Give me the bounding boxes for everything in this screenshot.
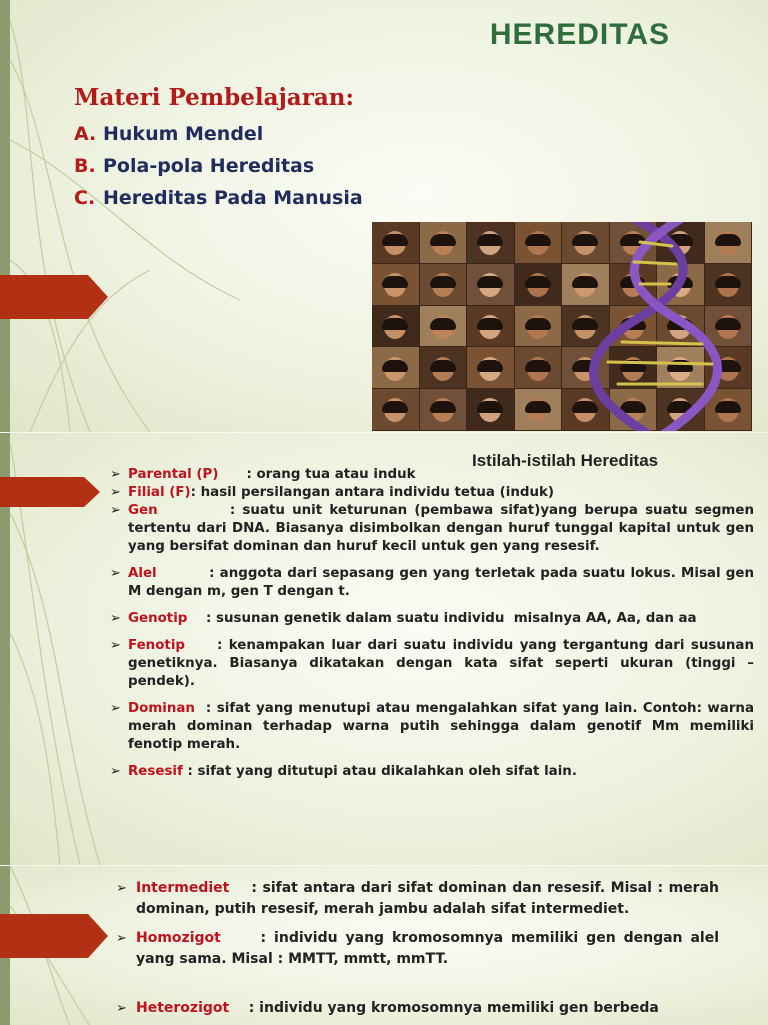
slide-2: [0, 432, 768, 865]
red-tab-marker: [0, 914, 108, 958]
term-item: ➢ Filial (F): hasil persilangan antara individu tetua (induk): [110, 485, 555, 500]
bullet-arrow-icon: ➢: [110, 701, 121, 716]
term-item: ➢ Parental (P) : orang tua atau induk: [110, 467, 416, 482]
materi-list: [74, 118, 363, 214]
bullet-arrow-icon: ➢: [110, 503, 121, 518]
bullet-arrow-icon: ➢: [116, 931, 127, 946]
bullet-arrow-icon: ➢: [110, 611, 121, 626]
term-item: ➢ Homozigot : individu yang kromosomnya memiliki gen dengan alel yang sama. Misal : MMTT, mmtt, mmTT.: [116, 930, 724, 967]
bullet-arrow-icon: ➢: [110, 638, 121, 653]
term-item: ➢ Genotip : susunan genetik dalam suatu individu misalnya AA, Aa, dan aa: [110, 611, 697, 626]
terms-list-continued: [116, 878, 724, 1019]
bullet-arrow-icon: ➢: [110, 485, 121, 500]
bullet-arrow-icon: ➢: [110, 764, 121, 779]
materi-heading: Materi Pembelajaran:: [74, 84, 354, 111]
term-item: ➢ Resesif : sifat yang ditutupi atau dikalahkan oleh sifat lain.: [110, 764, 577, 779]
term-item: ➢ Dominan : sifat yang menutupi atau mengalahkan sifat yang lain. Contoh: warna merah dominan terhadap warna putih sehingga dalam genotif Mm memiliki fenotip merah.: [110, 701, 759, 752]
terms-list: [110, 466, 759, 781]
decorative-vines: [0, 0, 300, 432]
red-tab-marker: [0, 275, 108, 319]
bullet-arrow-icon: ➢: [116, 1001, 127, 1016]
slide-3: [0, 865, 768, 1025]
term-item: ➢ Fenotip : kenampakan luar dari suatu individu yang tergantung dari susunan genetiknya. Biasanya dikatakan dengan kata sifat seperti ukuran (tinggi – pendek).: [110, 638, 759, 689]
term-item: ➢ Intermediet : sifat antara dari sifat dominan dan resesif. Misal : merah dominan, putih resesif, merah jambu adalah sifat intermediet.: [116, 880, 724, 917]
bullet-arrow-icon: ➢: [110, 566, 121, 581]
term-item: ➢ Gen : suatu unit keturunan (pembawa sifat)yang berupa suatu segmen tertentu dari DNA. Biasanya disimbolkan dengan huruf tunggal kapital untuk gen yang bersifat dominan dan huruf kecil untuk gen yang resesif.: [110, 503, 759, 554]
term-item: ➢ Alel : anggota dari sepasang gen yang terletak pada suatu lokus. Misal gen M dengan m, gen T dengan t.: [110, 566, 759, 599]
bullet-arrow-icon: ➢: [110, 467, 121, 482]
page-title: HEREDITAS: [489, 18, 670, 51]
materi-item: A. Hukum Mendel: [74, 123, 264, 145]
section-title: Istilah-istilah Hereditas: [472, 451, 659, 470]
materi-item: B. Pola-pola Hereditas: [74, 155, 315, 177]
materi-item: C. Hereditas Pada Manusia: [74, 187, 363, 209]
children-dna-collage-image: [372, 222, 752, 431]
dna-helix-icon: [372, 222, 752, 431]
bullet-arrow-icon: ➢: [116, 881, 127, 896]
left-band: [0, 0, 10, 432]
slide-1: [0, 0, 768, 432]
term-item: ➢ Heterozigot : individu yang kromosomnya memiliki gen berbeda: [116, 998, 719, 1019]
red-tab-marker: [0, 477, 100, 507]
